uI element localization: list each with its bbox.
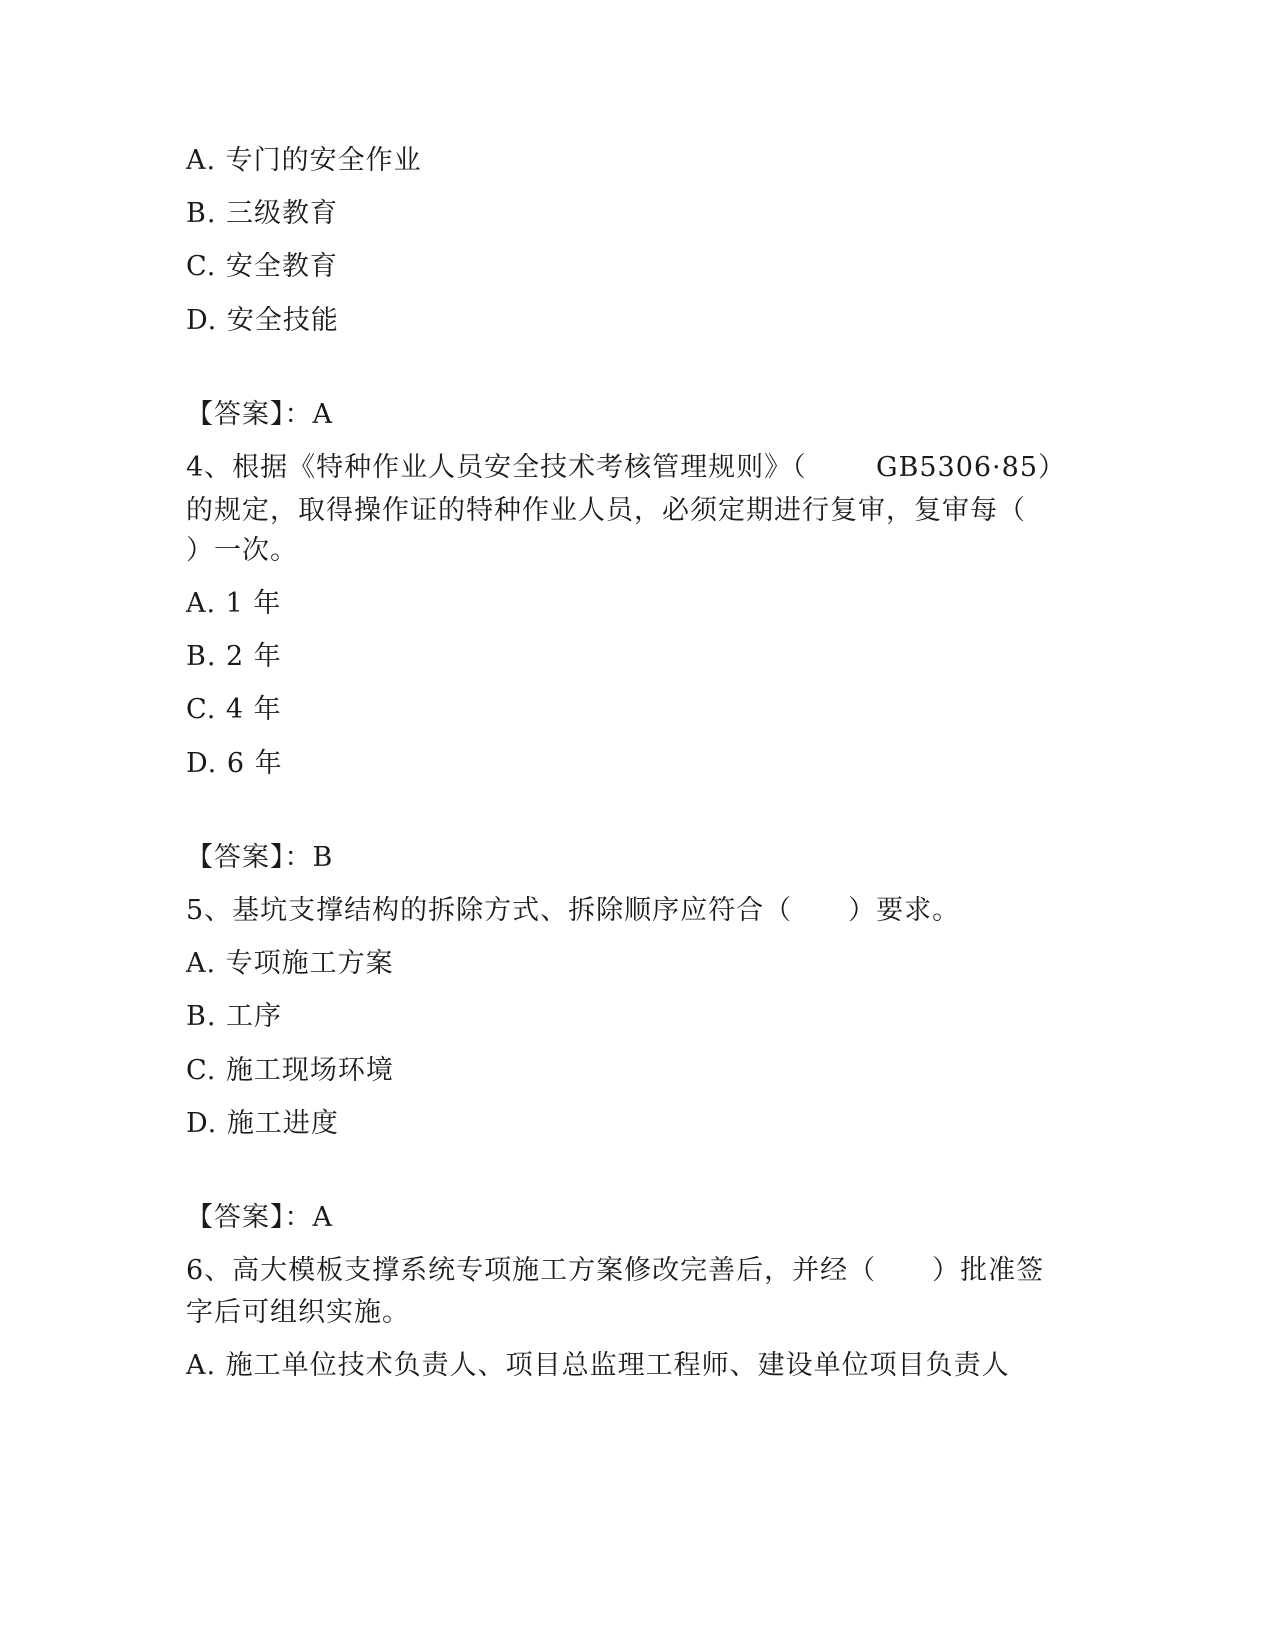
q3-option-c: C. 安全教育 xyxy=(186,251,338,282)
q5-stem: 5、基坑支撑结构的拆除方式、拆除顺序应符合（ ）要求。 xyxy=(186,895,961,926)
q6-stem-line-2: 字后可组织实施。 xyxy=(186,1297,410,1328)
q4-stem-text: 4、根据《特种作业人员安全技术考核管理规则》（ xyxy=(186,452,807,483)
q3-option-b: B. 三级教育 xyxy=(186,198,339,229)
q4-option-d: D. 6 年 xyxy=(186,748,283,779)
q4-stem-line-3: ）一次。 xyxy=(186,535,298,566)
q4-stem-line-2: 的规定，取得操作证的特种作业人员，必须定期进行复审，复审每（ xyxy=(186,495,1026,526)
q6-stem-line-1: 6、高大模板支撑系统专项施工方案修改完善后，并经（ ）批准签 xyxy=(186,1255,1045,1286)
q6-option-a: A. 施工单位技术负责人、项目总监理工程师、建设单位项目负责人 xyxy=(186,1350,1010,1381)
q4-stem-line-1 xyxy=(186,448,1066,488)
q4-option-c: C. 4 年 xyxy=(186,694,282,725)
q5-option-b: B. 工序 xyxy=(186,1001,283,1032)
q3-answer: 【答案】：A xyxy=(186,399,333,430)
q5-option-c: C. 施工现场环境 xyxy=(186,1055,394,1086)
q4-standard-code: GB5306·85） xyxy=(875,452,1066,483)
q3-option-a: A. 专门的安全作业 xyxy=(186,145,422,176)
q3-option-d: D. 安全技能 xyxy=(186,305,339,336)
q5-option-d: D. 施工进度 xyxy=(186,1108,339,1139)
q4-option-a: A. 1 年 xyxy=(186,588,282,619)
q4-option-b: B. 2 年 xyxy=(186,641,282,672)
q4-answer: 【答案】：B xyxy=(186,842,334,873)
q5-answer: 【答案】：A xyxy=(186,1202,333,1233)
q5-option-a: A. 专项施工方案 xyxy=(186,948,394,979)
